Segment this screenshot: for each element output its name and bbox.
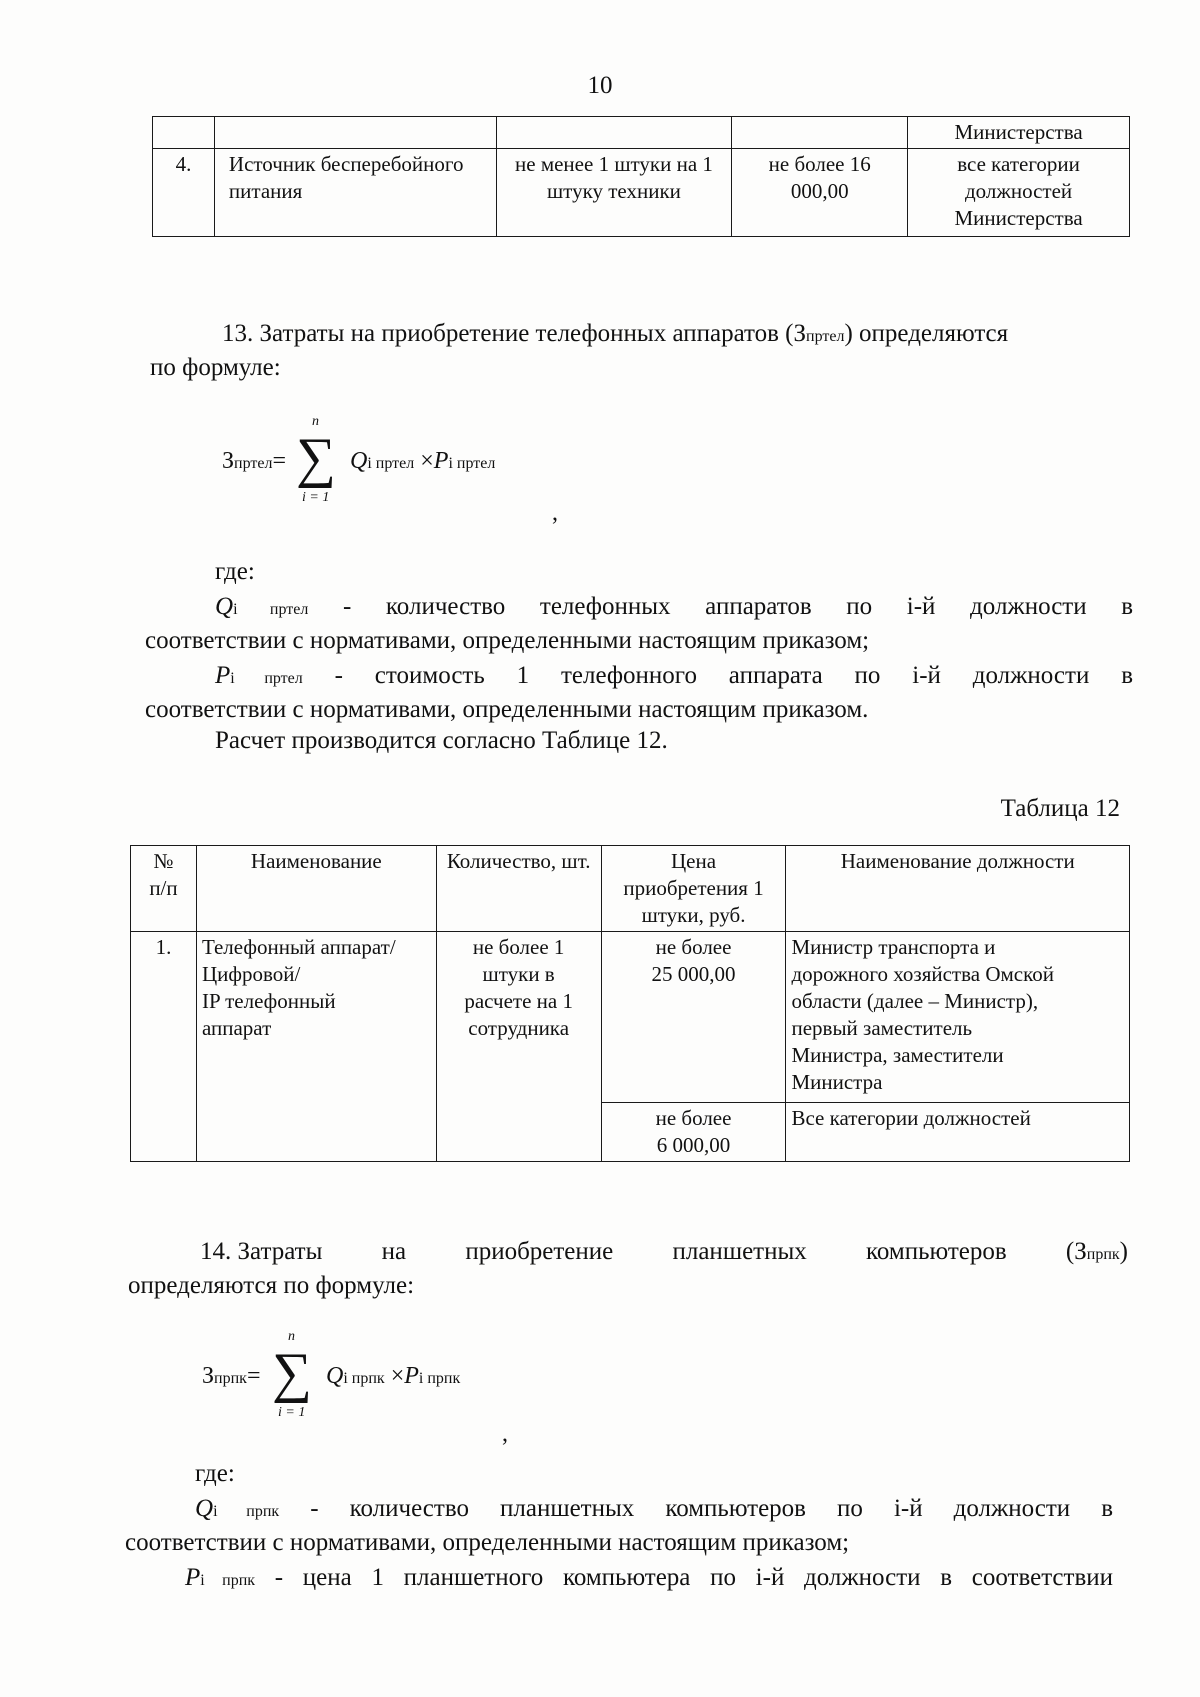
price-line: 6 000,00 — [656, 1133, 731, 1157]
formula-eq: = — [246, 1363, 261, 1389]
item-price — [601, 932, 786, 1103]
price-line: не более — [655, 935, 732, 959]
sum-icon: ∑ — [296, 427, 336, 489]
table-cell — [153, 117, 215, 149]
p-symbol: P — [215, 662, 231, 689]
formula-q-sub: i пртел — [367, 455, 415, 472]
item-name: Источник бесперебойного питания — [214, 149, 496, 237]
q-definition-line1: - количество телефонных аппаратов по i-й должности в — [342, 593, 1134, 620]
table-row — [131, 932, 1130, 1103]
sum-upper-limit: n — [288, 1329, 295, 1344]
position-line: области (далее – Министр), — [791, 989, 1039, 1013]
header-name: Наименование — [196, 846, 436, 932]
section-14-definitions — [125, 1458, 1113, 1596]
quantity-line: не более 1 — [472, 935, 565, 959]
q-symbol: Q — [195, 1495, 214, 1522]
table-cell — [732, 117, 908, 149]
formula-q: Q — [326, 1363, 344, 1389]
p-definition-line1: - стоимость 1 телефонного аппарата по i-й должности в — [334, 662, 1133, 689]
section-14-word: (З — [1065, 1238, 1087, 1265]
table-cell — [214, 117, 496, 149]
q-symbol: Q — [215, 593, 234, 620]
item-name — [196, 932, 436, 1162]
formula-p-sub: i пртел — [448, 455, 496, 472]
formula-q-sub: i прпк — [343, 1370, 385, 1387]
p-symbol-sub: i пртел — [230, 670, 303, 687]
price-line: не более — [655, 1106, 732, 1130]
section-13-text-end: ) определяются — [844, 320, 1009, 347]
q-symbol-sub: i прпк — [213, 1503, 280, 1520]
calc-note: Расчет производится согласно Таблице 12. — [215, 727, 668, 754]
section-13-subscript: пртел — [806, 328, 845, 345]
formula-14 — [202, 1329, 602, 1447]
position-line: Министра, заместители — [791, 1043, 1004, 1067]
formula-comma: , — [502, 1421, 508, 1447]
item-price — [601, 1103, 786, 1162]
section-14-line2: определяются по формуле: — [128, 1272, 415, 1299]
table-row — [153, 149, 1130, 237]
formula-lhs: З — [202, 1363, 215, 1389]
quantity-line: сотрудника — [468, 1016, 570, 1040]
section-13-line2: по формуле: — [150, 354, 281, 381]
position-cell — [786, 932, 1130, 1103]
section-14-paragraph — [128, 1236, 1128, 1301]
position-cell: Министерства — [908, 117, 1130, 149]
p-definition-line2: соответствии с нормативами, определенными настоящим приказом. — [145, 696, 869, 723]
item-quantity — [436, 932, 601, 1162]
sum-icon: ∑ — [272, 1342, 312, 1404]
formula-13 — [222, 414, 622, 526]
sum-upper-limit: n — [312, 414, 319, 429]
section-14-close: ) — [1119, 1238, 1128, 1265]
position-line: первый заместитель — [791, 1016, 973, 1040]
quantity-line: расчете на 1 — [464, 989, 573, 1013]
formula-q: Q — [350, 448, 368, 474]
formula-p: P — [433, 448, 449, 474]
p-symbol: P — [185, 1564, 201, 1591]
q-definition-line2: соответствии с нормативами, определенными настоящим приказом; — [125, 1529, 850, 1556]
position-line: Министра — [791, 1070, 883, 1094]
formula-lhs: З — [222, 448, 235, 474]
price-line: 25 000,00 — [651, 962, 736, 986]
position-cell: все категории должностей Министерства — [908, 149, 1130, 237]
section-14-word: компьютеров — [865, 1238, 1007, 1265]
q-definition-line2: соответствии с нормативами, определенными настоящим приказом; — [145, 627, 870, 654]
position-cell: Все категории должностей — [786, 1103, 1130, 1162]
position-line: Министр транспорта и — [791, 935, 996, 959]
quantity-line: штуки в — [482, 962, 555, 986]
q-definition-line1: - количество планшетных компьютеров по i-й должности в — [310, 1495, 1114, 1522]
q-symbol-sub: i пртел — [233, 601, 309, 618]
formula-lhs-sub: прпк — [214, 1370, 247, 1387]
table-cell — [496, 117, 732, 149]
sum-lower-limit: i = 1 — [302, 490, 330, 505]
table-12 — [130, 845, 1130, 1162]
sum-lower-limit: i = 1 — [278, 1405, 306, 1420]
table-header-row — [131, 846, 1130, 932]
row-number: 1. — [131, 932, 197, 1162]
equipment-table-continued — [152, 116, 1130, 237]
formula-p-sub: i прпк — [418, 1370, 461, 1387]
where-label: где: — [195, 1460, 235, 1487]
section-14-word: планшетных — [672, 1238, 807, 1265]
formula-p: P — [404, 1363, 419, 1389]
item-name-line: Цифровой/ — [201, 962, 301, 986]
item-name-line: IP телефонный — [201, 989, 336, 1013]
formula-lhs-sub: пртел — [234, 455, 273, 472]
table-row — [153, 117, 1130, 149]
item-name-line: аппарат — [201, 1016, 272, 1040]
section-14-word: 14. Затраты — [200, 1238, 323, 1265]
p-definition-line1: - цена 1 планшетного компьютера по i-й должности в соответствии — [274, 1564, 1114, 1591]
item-quantity: не менее 1 штуки на 1 штуку техники — [496, 149, 732, 237]
table-12-caption: Таблица 12 — [1000, 795, 1120, 822]
formula-eq: = — [272, 448, 287, 474]
position-line: дорожного хозяйства Омской — [791, 962, 1054, 986]
section-14-subscript: прпк — [1086, 1246, 1120, 1263]
p-symbol-sub: i прпк — [200, 1572, 256, 1589]
item-price: не более 16 000,00 — [732, 149, 908, 237]
section-14-word: на — [381, 1238, 407, 1265]
formula-times: × — [390, 1363, 405, 1389]
header-price: Цена приобретения 1 штуки, руб. — [601, 846, 786, 932]
where-label: где: — [215, 558, 255, 585]
section-14-word: приобретение — [465, 1238, 614, 1265]
header-number: № п/п — [131, 846, 197, 932]
section-13-definitions — [145, 556, 1133, 756]
item-name-line: Телефонный аппарат/ — [201, 935, 396, 959]
header-quantity: Количество, шт. — [436, 846, 601, 932]
section-13-paragraph — [150, 318, 1128, 383]
page-number: 10 — [587, 72, 613, 99]
formula-comma: , — [552, 500, 558, 526]
row-number: 4. — [153, 149, 215, 237]
header-position: Наименование должности — [786, 846, 1130, 932]
formula-times: × — [420, 448, 434, 474]
section-13-text: 13. Затраты на приобретение телефонных аппаратов (З — [222, 320, 807, 347]
